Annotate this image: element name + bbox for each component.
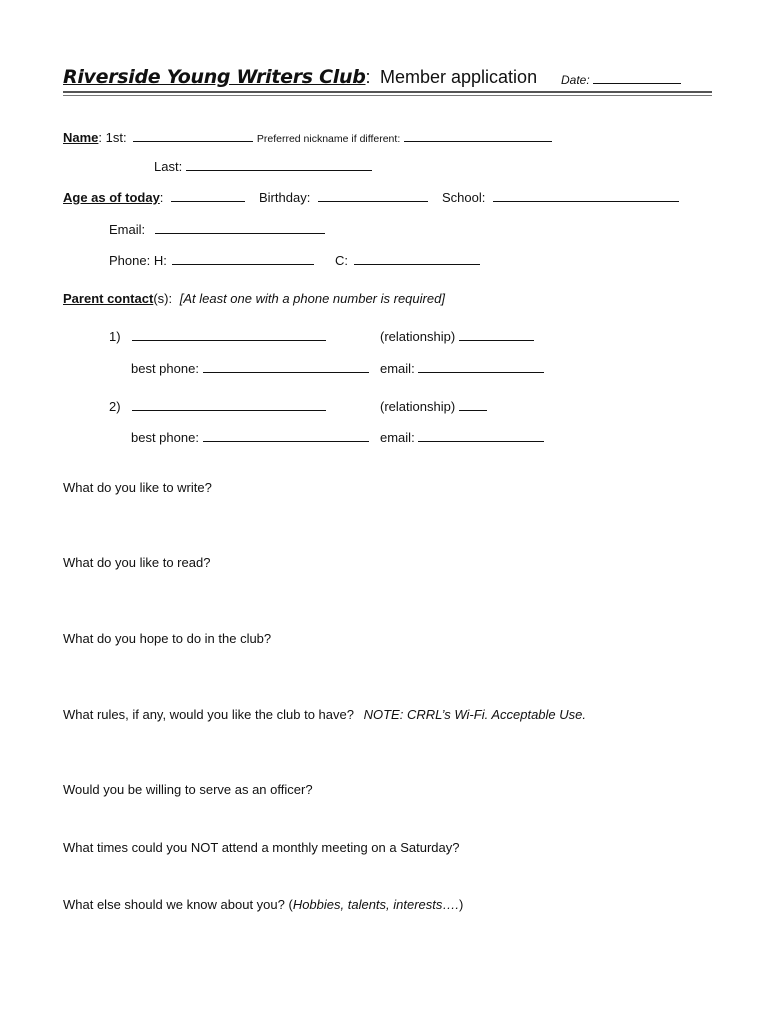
form-header xyxy=(63,66,371,88)
parent-2-name-row xyxy=(109,398,326,414)
question-officer: Would you be willing to serve as an officer? xyxy=(63,782,313,797)
question-else: What else should we know about you? ( xyxy=(63,897,293,912)
question-rules-row xyxy=(63,707,586,722)
name-label: Name xyxy=(63,130,99,145)
parent-2-phone-field[interactable] xyxy=(203,429,369,442)
parent-1-email-row xyxy=(380,360,544,376)
answer-times-area[interactable] xyxy=(63,860,703,894)
phone-row xyxy=(109,252,314,268)
parent-2-email-field[interactable] xyxy=(418,429,544,442)
parent-contact-suffix: (s): xyxy=(153,291,173,306)
question-hope: What do you hope to do in the club? xyxy=(63,631,272,646)
email-label: Email: xyxy=(109,222,146,237)
nickname-field[interactable] xyxy=(404,129,552,142)
date-field[interactable] xyxy=(593,71,681,84)
age-row xyxy=(63,189,245,205)
age-colon: : xyxy=(159,190,164,205)
parent-1-name-row xyxy=(109,328,326,344)
parent-1-relationship-label: (relationship) xyxy=(380,329,456,344)
answer-write-area[interactable] xyxy=(63,500,703,550)
rules-note: NOTE: CRRL’s Wi-Fi. Acceptable Use. xyxy=(363,707,586,722)
header-rule-thick xyxy=(63,91,712,93)
cell-phone-field[interactable] xyxy=(354,252,480,265)
school-field[interactable] xyxy=(493,189,679,202)
school-label: School: xyxy=(442,190,486,205)
date-label: Date: xyxy=(561,73,590,87)
club-name: Riverside Young Writers Club xyxy=(63,66,366,88)
parent-2-phone-label: best phone: xyxy=(131,430,199,445)
parent-1-number: 1) xyxy=(109,329,121,344)
question-read: What do you like to read? xyxy=(63,555,211,570)
question-else-row xyxy=(63,897,463,912)
last-name-field[interactable] xyxy=(186,158,372,171)
question-rules: What rules, if any, would you like the club to have? xyxy=(63,707,354,722)
parent-1-relationship-field[interactable] xyxy=(459,328,534,341)
else-close: ) xyxy=(459,897,464,912)
parent-1-email-label: email: xyxy=(380,361,415,376)
birthday-label: Birthday: xyxy=(259,190,311,205)
birthday-field[interactable] xyxy=(318,189,428,202)
question-times: What times could you NOT attend a monthly meeting on a Saturday? xyxy=(63,840,460,855)
parent-1-phone-label: best phone: xyxy=(131,361,199,376)
nickname-label: Preferred nickname if different: xyxy=(256,133,401,145)
question-write: What do you like to write? xyxy=(63,480,212,495)
first-name-field[interactable] xyxy=(133,129,253,142)
parent-1-phone-row xyxy=(131,360,369,376)
parent-2-relationship-label: (relationship) xyxy=(380,399,456,414)
first-name-label: : 1st: xyxy=(98,130,127,145)
home-phone-field[interactable] xyxy=(172,252,314,265)
parent-2-relationship-row xyxy=(380,398,487,414)
else-note: Hobbies, talents, interests…. xyxy=(292,897,460,912)
cell-phone-label: C: xyxy=(335,253,348,268)
birthday-row xyxy=(259,189,428,205)
parent-1-name-field[interactable] xyxy=(132,328,326,341)
header-rule-thin xyxy=(63,95,712,96)
age-field[interactable] xyxy=(171,189,245,202)
answer-officer-area[interactable] xyxy=(63,802,703,836)
answer-read-area[interactable] xyxy=(63,575,703,625)
parent-2-email-row xyxy=(380,429,544,445)
email-row xyxy=(109,221,325,237)
answer-rules-area[interactable] xyxy=(63,727,703,777)
parent-1-relationship-row xyxy=(380,328,534,344)
date-row xyxy=(561,71,681,87)
last-name-label: Last: xyxy=(154,159,183,174)
parent-2-number: 2) xyxy=(109,399,121,414)
email-field[interactable] xyxy=(155,221,325,234)
last-name-row xyxy=(154,158,372,174)
answer-hope-area[interactable] xyxy=(63,651,703,701)
name-row xyxy=(63,129,552,145)
parent-2-phone-row xyxy=(131,429,369,445)
parent-contact-label: Parent contact xyxy=(63,291,154,306)
parent-2-relationship-field[interactable] xyxy=(459,398,487,411)
age-label: Age as of today xyxy=(63,190,160,205)
answer-else-area[interactable] xyxy=(63,917,703,987)
parent-contact-heading xyxy=(63,291,445,306)
parent-2-email-label: email: xyxy=(380,430,415,445)
home-phone-label: Phone: H: xyxy=(109,253,167,268)
parent-2-name-field[interactable] xyxy=(132,398,326,411)
cell-phone-row xyxy=(335,252,480,268)
page-title: Member application xyxy=(380,67,538,87)
parent-1-email-field[interactable] xyxy=(418,360,544,373)
header-colon: : xyxy=(365,67,371,87)
parent-contact-note: [At least one with a phone number is required] xyxy=(179,291,445,306)
school-row xyxy=(442,189,679,205)
parent-1-phone-field[interactable] xyxy=(203,360,369,373)
